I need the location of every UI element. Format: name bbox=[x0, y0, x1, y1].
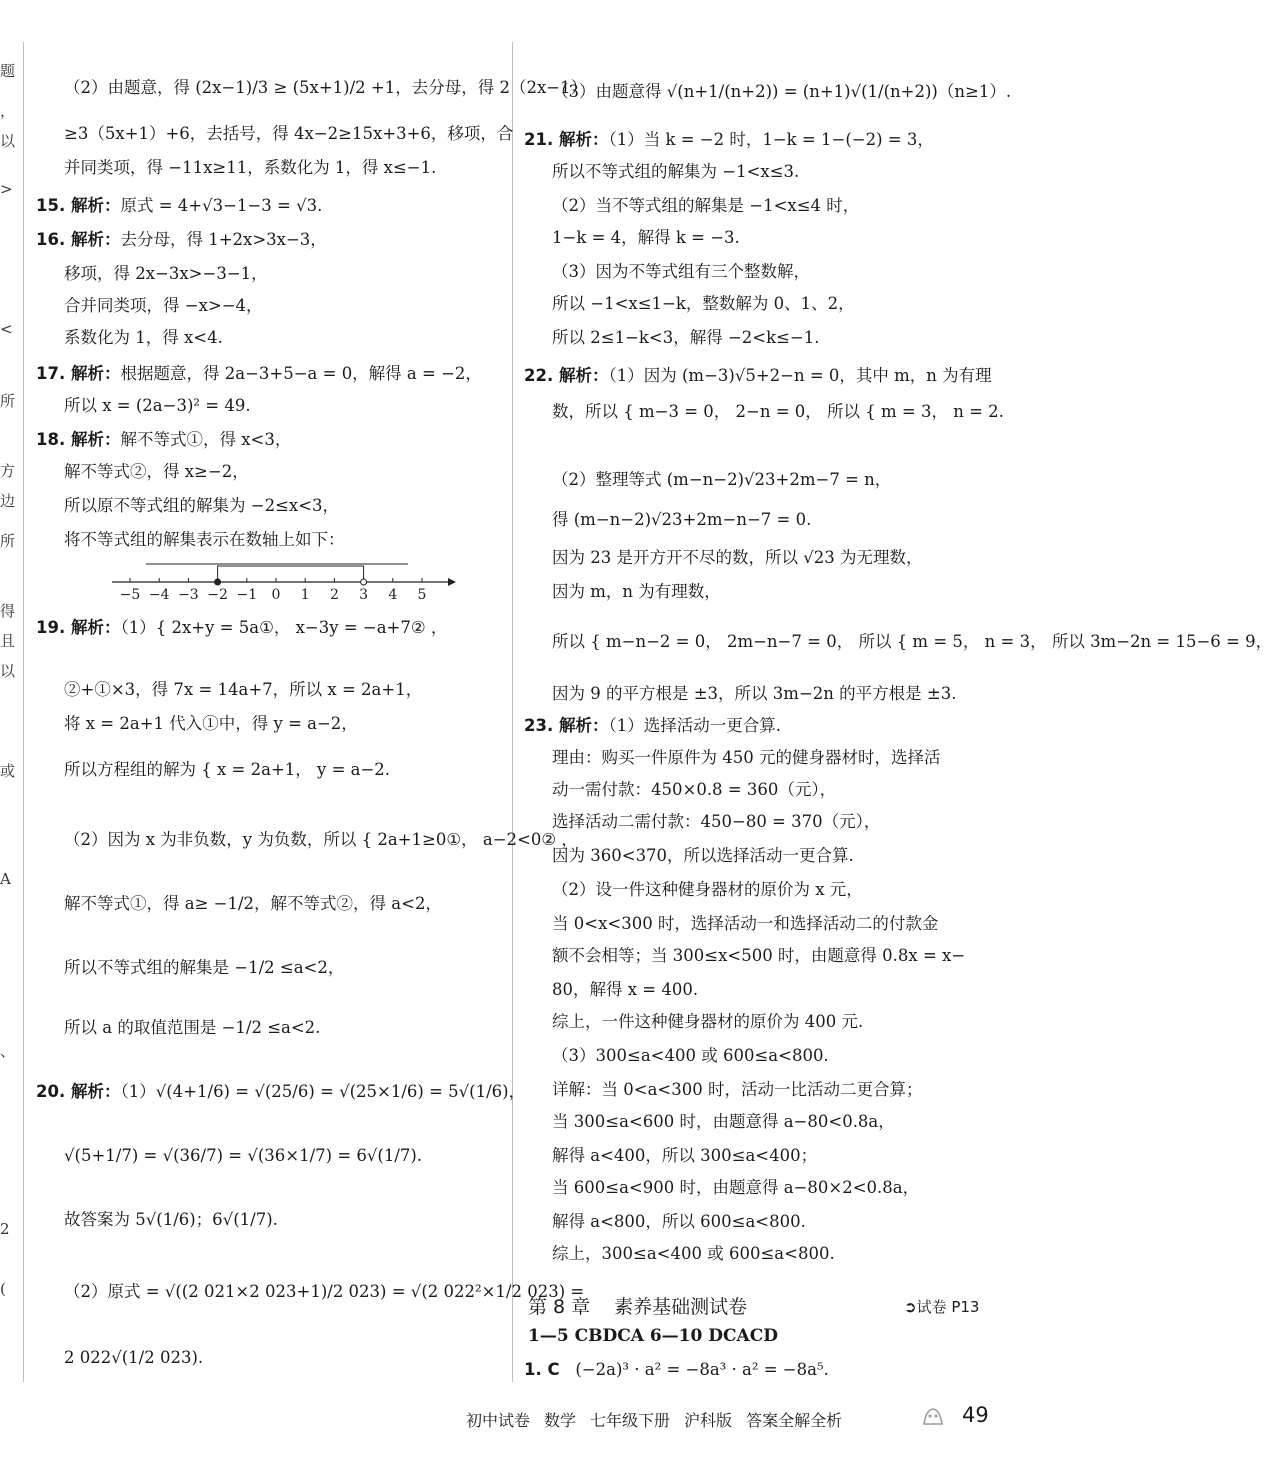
right-line bbox=[552, 944, 965, 968]
line-text: 将 x = 2a+1 代入①中，得 y = a−2， bbox=[64, 714, 358, 733]
line-text: 2 022√(1/2 023). bbox=[64, 1348, 204, 1367]
right-line bbox=[552, 194, 859, 218]
left-line bbox=[64, 712, 358, 736]
right-line bbox=[552, 160, 799, 184]
margin-char: 题 bbox=[0, 62, 16, 80]
footer-item: 七年级下册 bbox=[590, 1411, 671, 1430]
number-line bbox=[112, 556, 462, 604]
line-text: 合并同类项，得 −x>−4， bbox=[64, 296, 263, 315]
line-text: 1−k = 4，解得 k = −3. bbox=[552, 228, 740, 247]
question-number: 16. bbox=[36, 230, 71, 249]
right-column bbox=[524, 0, 1272, 1400]
right-line bbox=[552, 508, 811, 532]
right-line bbox=[552, 580, 721, 604]
question-1-answer bbox=[524, 1358, 829, 1382]
left-line bbox=[36, 228, 327, 252]
right-line bbox=[552, 1210, 806, 1234]
left-line bbox=[64, 1346, 203, 1370]
line-text: （1）{ 2x+y = 5a①， x−3y = −a+7② ， bbox=[120, 618, 448, 637]
line-text: 详解：当 0<a<300 时，活动一比活动二更合算； bbox=[552, 1080, 923, 1099]
line-text: 去分母，得 1+2x>3x−3， bbox=[120, 230, 327, 249]
line-text: 选择活动二需付款：450−80 = 370（元）， bbox=[552, 812, 881, 831]
line-text: √(5+1/7) = √(36/7) = √(36×1/7) = 6√(1/7). bbox=[64, 1146, 423, 1165]
left-line bbox=[36, 1080, 525, 1104]
right-line bbox=[552, 400, 1004, 424]
line-text: 所以 a 的取值范围是 −1/2 ≤a<2. bbox=[64, 1018, 321, 1037]
column-divider bbox=[512, 42, 513, 1382]
analysis-label: 解析： bbox=[70, 196, 121, 215]
axis-arrow bbox=[448, 578, 456, 586]
margin-char: 以 bbox=[0, 662, 16, 680]
analysis-label: 解析： bbox=[558, 716, 609, 735]
question-number: 17. bbox=[36, 364, 71, 383]
line-text: （1）因为 (m−3)√5+2−n = 0，其中 m，n 为有理 bbox=[608, 366, 992, 385]
line-text: 理由：购买一件原件为 450 元的健身器材时，选择活 bbox=[552, 748, 941, 767]
line-text: 数，所以 { m−3 = 0， 2−n = 0， 所以 { m = 3， n = 2. bbox=[552, 402, 1004, 421]
question-number: 21. bbox=[524, 130, 559, 149]
margin-char: A bbox=[0, 870, 11, 888]
footer-item: 沪科版 bbox=[684, 1411, 733, 1430]
solution-bracket bbox=[218, 566, 364, 582]
left-line bbox=[64, 262, 268, 286]
question-number: 20. bbox=[36, 1082, 71, 1101]
line-text: 因为 m，n 为有理数， bbox=[552, 582, 721, 601]
margin-divider bbox=[23, 42, 24, 1382]
line-text: （2）因为 x 为非负数，y 为负数，所以 { 2a+1≥0①， a−2<0② ， bbox=[64, 830, 578, 849]
footer-item: 初中试卷 bbox=[466, 1411, 531, 1430]
page-footer bbox=[466, 1408, 856, 1431]
left-line bbox=[64, 956, 344, 980]
tick-label: 4 bbox=[388, 587, 398, 603]
answer-key: 1—5 CBDCA 6—10 DCACD bbox=[528, 1326, 778, 1346]
q1-number: 1. C bbox=[524, 1360, 560, 1379]
line-text: 因为 9 的平方根是 ±3，所以 3m−2n 的平方根是 ±3. bbox=[552, 684, 957, 703]
left-line bbox=[36, 428, 291, 452]
line-text: 动一需付款：450×0.8 = 360（元）， bbox=[552, 780, 837, 799]
right-line bbox=[552, 1144, 817, 1168]
footer-item: 答案全解全析 bbox=[746, 1411, 843, 1430]
margin-char: > bbox=[0, 180, 13, 198]
line-text: （3）300≤a<400 或 600≤a<800. bbox=[552, 1046, 829, 1065]
margin-char: 且 bbox=[0, 632, 16, 650]
right-line bbox=[552, 810, 880, 834]
right-line bbox=[552, 1110, 895, 1134]
right-line bbox=[524, 364, 992, 388]
right-line bbox=[524, 714, 781, 738]
line-text: 所以方程组的解为 { x = 2a+1， y = a−2. bbox=[64, 760, 391, 779]
line-text: 解不等式①，得 x<3， bbox=[120, 430, 292, 449]
paper-reference bbox=[904, 1296, 979, 1317]
margin-char: 2 bbox=[0, 1220, 10, 1238]
margin-char: 以 bbox=[0, 132, 16, 150]
paper-ref-text: 试卷 P13 bbox=[916, 1298, 980, 1316]
right-line bbox=[524, 128, 934, 152]
margin-char: < bbox=[0, 320, 13, 338]
left-line bbox=[64, 394, 251, 418]
right-line bbox=[552, 326, 820, 350]
line-text: 当 600≤a<900 时，由题意得 a−80×2<0.8a， bbox=[552, 1178, 920, 1197]
tick-label: 5 bbox=[417, 587, 427, 603]
question-number: 19. bbox=[36, 618, 71, 637]
right-line bbox=[552, 778, 836, 802]
line-text: （1）选择活动一更合算. bbox=[608, 716, 781, 735]
question-number: 23. bbox=[524, 716, 559, 735]
margin-char: ( bbox=[0, 1280, 6, 1298]
q1-text: (−2a)³ · a² = −8a³ · a² = −8a⁵. bbox=[575, 1360, 829, 1379]
line-text: 解得 a<800，所以 600≤a<800. bbox=[552, 1212, 806, 1231]
line-text: 所以不等式组的解集是 −1/2 ≤a<2， bbox=[64, 958, 345, 977]
line-text: 移项，得 2x−3x>−3−1， bbox=[64, 264, 268, 283]
line-text: （2）原式 = √((2 021×2 023+1)/2 023) = √(2 022²×1/2 023) = bbox=[64, 1282, 585, 1301]
line-text: （2）由题意，得 (2x−1)/3 ≥ (5x+1)/2 +1，去分母，得 2（2x−1） bbox=[64, 78, 588, 97]
line-text: 系数化为 1，得 x<4. bbox=[64, 328, 223, 347]
line-text: （2）整理等式 (m−n−2)√23+2m−7 = n， bbox=[552, 470, 892, 489]
right-line bbox=[552, 80, 1011, 104]
line-text: ≥3（5x+1）+6，去括号，得 4x−2≥15x+3+6，移项，合 bbox=[64, 124, 514, 143]
line-text: 综上，一件这种健身器材的原价为 400 元. bbox=[552, 1012, 864, 1031]
margin-char: 边 bbox=[0, 492, 16, 510]
left-line bbox=[64, 76, 587, 100]
analysis-label: 解析： bbox=[558, 130, 609, 149]
right-line bbox=[552, 878, 863, 902]
line-text: （3）由题意得 √(n+1/(n+2)) = (n+1)√(1/(n+2))（n≥1）. bbox=[552, 82, 1012, 101]
analysis-label: 解析： bbox=[70, 430, 121, 449]
line-text: ②+①×3，得 7x = 14a+7，所以 x = 2a+1， bbox=[64, 680, 423, 699]
margin-char: 所 bbox=[0, 392, 16, 410]
left-line bbox=[64, 828, 578, 852]
line-text: （2）设一件这种健身器材的原价为 x 元， bbox=[552, 880, 863, 899]
margin-char: ， bbox=[0, 102, 16, 120]
analysis-label: 解析： bbox=[70, 230, 121, 249]
line-text: 故答案为 5√(1/6)；6√(1/7). bbox=[64, 1210, 278, 1229]
right-line bbox=[552, 468, 891, 492]
end-point bbox=[361, 579, 367, 585]
tick-label: −5 bbox=[119, 587, 141, 603]
tick-label: −4 bbox=[148, 587, 170, 603]
line-text: 综上，300≤a<400 或 600≤a<800. bbox=[552, 1244, 835, 1263]
cropped-margin-text bbox=[0, 40, 18, 1380]
right-line bbox=[552, 292, 855, 316]
chapter-number: 第 8 章 bbox=[528, 1296, 591, 1318]
line-text: 额不会相等；当 300≤x<500 时，由题意得 0.8x = x− bbox=[552, 946, 966, 965]
margin-char: 得 bbox=[0, 602, 16, 620]
line-text: （2）当不等式组的解集是 −1<x≤4 时， bbox=[552, 196, 860, 215]
right-line bbox=[552, 226, 740, 250]
right-line bbox=[552, 260, 810, 284]
right-line bbox=[552, 978, 698, 1002]
line-text: 得 (m−n−2)√23+2m−n−7 = 0. bbox=[552, 510, 812, 529]
arrow-icon: ➲ bbox=[904, 1298, 917, 1316]
question-number: 22. bbox=[524, 366, 559, 385]
left-line bbox=[36, 362, 482, 386]
line-text: 当 0<x<300 时，选择活动一和选择活动二的付款金 bbox=[552, 914, 939, 933]
left-line bbox=[64, 1208, 278, 1232]
tick-label: 2 bbox=[329, 587, 339, 603]
chapter-heading bbox=[528, 1292, 747, 1319]
line-text: （1）当 k = −2 时，1−k = 1−(−2) = 3， bbox=[608, 130, 934, 149]
left-line bbox=[64, 892, 442, 916]
left-line bbox=[64, 678, 422, 702]
right-line bbox=[552, 630, 1272, 654]
line-text: 所以原不等式组的解集为 −2≤x<3， bbox=[64, 496, 340, 515]
margin-char: 方 bbox=[0, 462, 16, 480]
line-text: 所以 2≤1−k<3，解得 −2<k≤−1. bbox=[552, 328, 820, 347]
line-text: 因为 23 是开方开不尽的数，所以 √23 为无理数， bbox=[552, 548, 923, 567]
right-line bbox=[552, 1242, 835, 1266]
footer-item: 数学 bbox=[544, 1411, 577, 1430]
right-line bbox=[552, 912, 938, 936]
line-text: 将不等式组的解集表示在数轴上如下： bbox=[64, 530, 345, 549]
line-text: 所以不等式组的解集为 −1<x≤3. bbox=[552, 162, 800, 181]
chapter-title: 素养基础测试卷 bbox=[614, 1296, 748, 1318]
margin-char: 、 bbox=[0, 1042, 16, 1060]
start-point bbox=[215, 579, 221, 585]
margin-char: 或 bbox=[0, 762, 16, 780]
line-text: 解不等式①，得 a≥ −1/2，解不等式②，得 a<2， bbox=[64, 894, 442, 913]
line-text: 并同类项，得 −11x≥11，系数化为 1，得 x≤−1. bbox=[64, 158, 437, 177]
analysis-label: 解析： bbox=[70, 364, 121, 383]
mascot-icon bbox=[920, 1404, 946, 1428]
analysis-label: 解析： bbox=[70, 618, 121, 637]
left-line bbox=[64, 1016, 320, 1040]
line-text: 所以 x = (2a−3)² = 49. bbox=[64, 396, 251, 415]
line-text: 因为 360<370，所以选择活动一更合算. bbox=[552, 846, 854, 865]
right-line bbox=[552, 682, 956, 706]
line-text: 所以 −1<x≤1−k，整数解为 0、1、2， bbox=[552, 294, 855, 313]
tick-label: −1 bbox=[236, 587, 258, 603]
question-number: 18. bbox=[36, 430, 71, 449]
line-text: 原式 = 4+√3−1−3 = √3. bbox=[120, 196, 323, 215]
tick-label: −2 bbox=[207, 587, 228, 603]
tick-label: −3 bbox=[178, 587, 199, 603]
right-line bbox=[552, 746, 940, 770]
line-text: 80，解得 x = 400. bbox=[552, 980, 699, 999]
left-line bbox=[64, 294, 263, 318]
right-line bbox=[552, 546, 923, 570]
left-line bbox=[64, 156, 436, 180]
left-line bbox=[64, 758, 390, 782]
line-text: （1）√(4+1/6) = √(25/6) = √(25×1/6) = 5√(1/6)， bbox=[120, 1082, 526, 1101]
right-line bbox=[552, 1010, 863, 1034]
line-text: 根据题意，得 2a−3+5−a = 0，解得 a = −2， bbox=[120, 364, 482, 383]
left-line bbox=[64, 528, 345, 552]
line-text: 解得 a<400，所以 300≤a<400； bbox=[552, 1146, 818, 1165]
left-line bbox=[36, 194, 322, 218]
margin-char: 所 bbox=[0, 532, 16, 550]
right-line bbox=[552, 1044, 829, 1068]
analysis-label: 解析： bbox=[558, 366, 609, 385]
tick-label: 3 bbox=[359, 587, 369, 603]
analysis-label: 解析： bbox=[70, 1082, 121, 1101]
line-text: （3）因为不等式组有三个整数解， bbox=[552, 262, 810, 281]
left-line bbox=[64, 1144, 422, 1168]
left-line bbox=[36, 616, 447, 640]
left-line bbox=[64, 1280, 584, 1304]
tick-label: 0 bbox=[271, 587, 281, 603]
question-number: 15. bbox=[36, 196, 71, 215]
right-line bbox=[552, 1078, 922, 1102]
left-line bbox=[64, 326, 223, 350]
line-text: 解不等式②，得 x≥−2， bbox=[64, 462, 249, 481]
right-line bbox=[552, 1176, 919, 1200]
left-line bbox=[64, 460, 249, 484]
left-line bbox=[64, 494, 339, 518]
page-number: 49 bbox=[962, 1403, 989, 1427]
tick-label: 1 bbox=[300, 587, 310, 603]
line-text: 当 300≤a<600 时，由题意得 a−80<0.8a， bbox=[552, 1112, 895, 1131]
line-text: 所以 { m−n−2 = 0， 2m−n−7 = 0， 所以 { m = 5， n = 3， 所以 3m−2n = 15−6 = 9， bbox=[552, 632, 1272, 651]
right-line bbox=[552, 844, 854, 868]
left-line bbox=[64, 122, 513, 146]
